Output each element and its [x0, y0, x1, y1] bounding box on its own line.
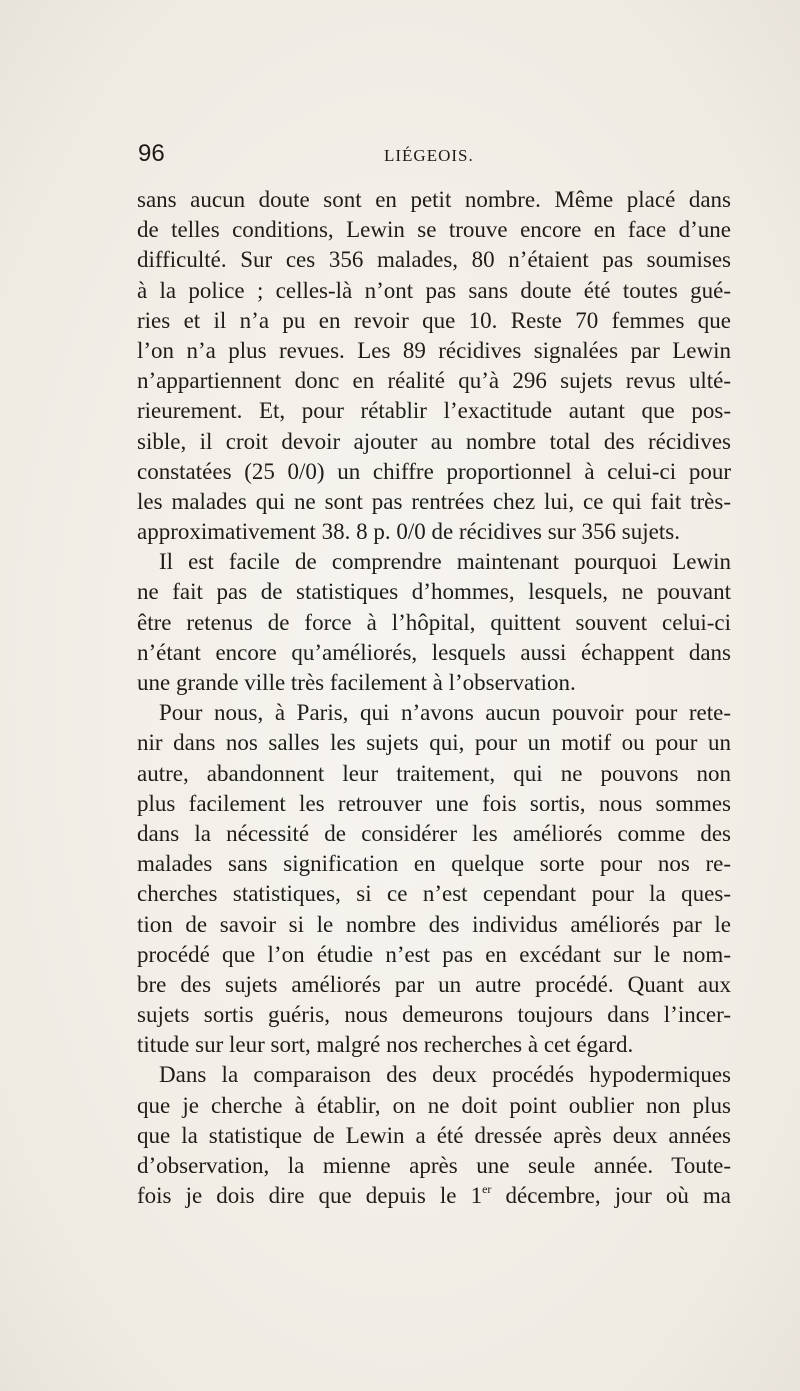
running-head: LIÉGEOIS. — [384, 146, 474, 165]
final-line-before: fois je dois dire que depuis le 1 — [137, 1183, 483, 1209]
text-line: sible, il croit devoir ajouter au nombre total des récidives — [137, 428, 731, 454]
text-line: plus facilement les retrouver une fois sortis, nous sommes — [137, 790, 731, 816]
text-line: autre, abandonnent leur traitement, qui ne pouvons non — [137, 760, 731, 786]
body-text — [137, 185, 731, 1211]
text-line: procédé que l’on étudie n’est pas en excédant sur le nom- — [137, 941, 731, 967]
text-line: rieurement. Et, pour rétablir l’exactitude autant que pos- — [137, 398, 731, 424]
text-line: que la statistique de Lewin a été dressée après deux années — [137, 1122, 731, 1148]
text-line: Pour nous, à Paris, qui n’avons aucun pouvoir pour rete- — [159, 700, 731, 726]
text-line: malades sans signification en quelque sorte pour nos re- — [137, 851, 731, 877]
text-line: que je cherche à établir, on ne doit point oublier non plus — [137, 1092, 731, 1118]
ordinal-superscript: er — [482, 1182, 492, 1197]
text-line: difficulté. Sur ces 356 malades, 80 n’étaient pas soumises — [137, 247, 731, 273]
text-line: ries et il n’a pu en revoir que 10. Reste 70 femmes que — [137, 307, 731, 333]
text-line: cherches statistiques, si ce n’est cependant pour la ques- — [137, 881, 731, 907]
text-line: ne fait pas de statistiques d’hommes, lesquels, ne pouvant — [137, 579, 731, 605]
page-number: 96 — [138, 140, 165, 167]
text-line: sans aucun doute sont en petit nombre. Même placé dans — [137, 187, 731, 212]
text-line: n’appartiennent donc en réalité qu’à 296 sujets revus ulté- — [137, 368, 731, 394]
text-line: les malades qui ne sont pas rentrées chez lui, ce qui fait très- — [137, 488, 731, 514]
text-line: dans la nécessité de considérer les améliorés comme des — [137, 820, 731, 846]
text-line: nir dans nos salles les sujets qui, pour un motif ou pour un — [137, 730, 731, 756]
text-line: constatées (25 0/0) un chiffre proportionnel à celui-ci pour — [137, 458, 731, 484]
text-line: Dans la comparaison des deux procédés hypodermiques — [159, 1062, 731, 1088]
text-line: être retenus de force à l’hôpital, quittent souvent celui-ci — [137, 609, 731, 635]
text-line: bre des sujets améliorés par un autre procédé. Quant aux — [137, 971, 731, 997]
text-line: d’observation, la mienne après une seule année. Toute- — [137, 1153, 731, 1178]
page-header — [138, 140, 730, 170]
text-line: approximativement 38. 8 p. 0/0 de récidives sur 356 sujets. — [137, 519, 680, 545]
text-line: à la police ; celles-là n’ont pas sans doute été toutes gué- — [137, 277, 731, 303]
text-line: sujets sortis guéris, nous demeurons toujours dans l’incer- — [137, 1002, 731, 1028]
text-line: Il est facile de comprendre maintenant pourquoi Lewin — [159, 549, 731, 575]
text-line: n’étant encore qu’améliorés, lesquels aussi échappent dans — [137, 639, 731, 665]
text-line-final — [137, 1181, 731, 1211]
text-line: l’on n’a plus revues. Les 89 récidives signalées par Lewin — [137, 337, 731, 363]
text-line: titude sur leur sort, malgré nos recherches à cet égard. — [137, 1032, 634, 1058]
text-line: de telles conditions, Lewin se trouve encore en face d’une — [137, 217, 731, 243]
text-line: une grande ville très facilement à l’observation. — [137, 670, 576, 695]
final-line-after: décembre, jour où ma — [491, 1183, 732, 1209]
text-line: tion de savoir si le nombre des individus améliorés par le — [137, 911, 731, 937]
